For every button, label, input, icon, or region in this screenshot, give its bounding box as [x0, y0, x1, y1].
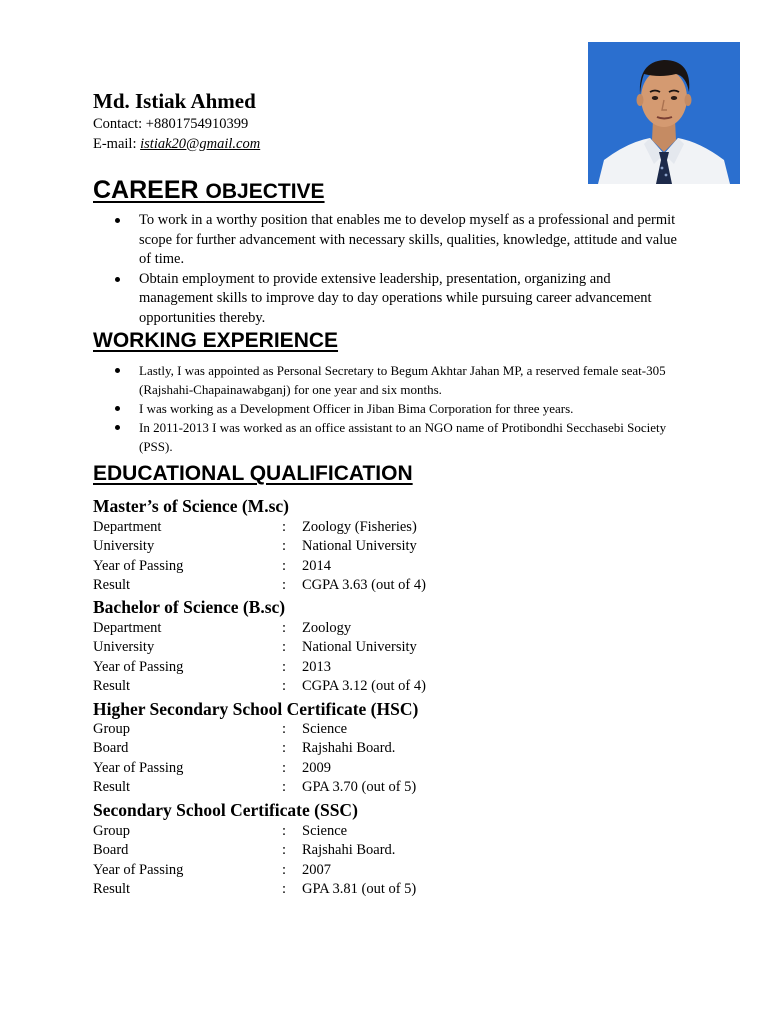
detail-row: Board : Rajshahi Board.	[93, 842, 396, 859]
detail-row: Result : CGPA 3.63 (out of 4)	[93, 577, 426, 594]
career-objective-heading: CAREER OBJECTIVE	[93, 176, 325, 204]
degree-details	[93, 518, 653, 596]
contact-block	[93, 115, 260, 154]
list-item: In 2011-2013 I was worked as an office assistant to an NGO name of Protibondhi Secchasebi Society (PSS).	[93, 418, 678, 456]
degree-title: Bachelor of Science (B.sc)	[93, 597, 286, 617]
list-item: Obtain employment to provide extensive leadership, presentation, organizing and management skills to improve day to day operations while pursuing career advancement opportunities thereby.	[93, 270, 678, 329]
detail-row: University : National University	[93, 639, 417, 656]
career-objective-list	[93, 211, 678, 328]
contact-label: Contact:	[93, 116, 146, 132]
detail-row: Group : Science	[93, 721, 348, 737]
detail-row: Year of Passing : 2014	[93, 557, 331, 574]
email-label: E-mail:	[93, 135, 141, 152]
contact-phone: +8801754910399	[145, 116, 249, 132]
degree-title: Secondary School Certificate (SSC)	[93, 800, 358, 820]
degree-details	[93, 720, 653, 798]
detail-row: Result : CGPA 3.12 (out of 4)	[93, 678, 426, 695]
degree-title: Master’s of Science (M.sc)	[93, 496, 289, 516]
contact-line	[93, 115, 260, 135]
detail-row: Group : Science	[93, 823, 348, 839]
detail-row: Result : GPA 3.70 (out of 5)	[93, 779, 417, 796]
applicant-name: Md. Istiak Ahmed	[93, 89, 256, 113]
detail-row: University : National University	[93, 538, 417, 555]
detail-row: Year of Passing : 2009	[93, 759, 331, 776]
degree-details	[93, 619, 653, 697]
list-item: To work in a worthy position that enables me to develop myself as a professional and permit scope for further advancement with necessary skills, qualities, knowledge, attitude and value of time.	[93, 211, 678, 270]
portrait-illustration	[588, 42, 740, 184]
detail-row: Year of Passing : 2013	[93, 658, 331, 675]
profile-photo	[588, 42, 740, 184]
working-experience-heading: WORKING EXPERIENCE	[93, 329, 339, 352]
detail-row: Year of Passing : 2007	[93, 861, 331, 878]
educational-qualification-heading: EDUCATIONAL QUALIFICATION	[93, 462, 413, 485]
detail-row: Board : Rajshahi Board.	[93, 740, 396, 757]
list-item: I was working as a Development Officer in Jiban Bima Corporation for three years.	[93, 399, 678, 418]
degree-details	[93, 822, 653, 900]
working-experience-list	[93, 361, 678, 456]
detail-row: Department : Zoology (Fisheries)	[93, 519, 417, 535]
detail-row: Department : Zoology	[93, 620, 352, 636]
email-line	[93, 135, 260, 155]
list-item: Lastly, I was appointed as Personal Secretary to Begum Akhtar Jahan MP, a reserved female seat-305 (Rajshahi-Chapainawabganj) for one year and six months.	[93, 361, 678, 399]
degree-title: Higher Secondary School Certificate (HSC)	[93, 699, 419, 719]
email-link[interactable]: istiak20@gmail.com	[140, 135, 261, 152]
detail-row: Result : GPA 3.81 (out of 5)	[93, 881, 417, 898]
